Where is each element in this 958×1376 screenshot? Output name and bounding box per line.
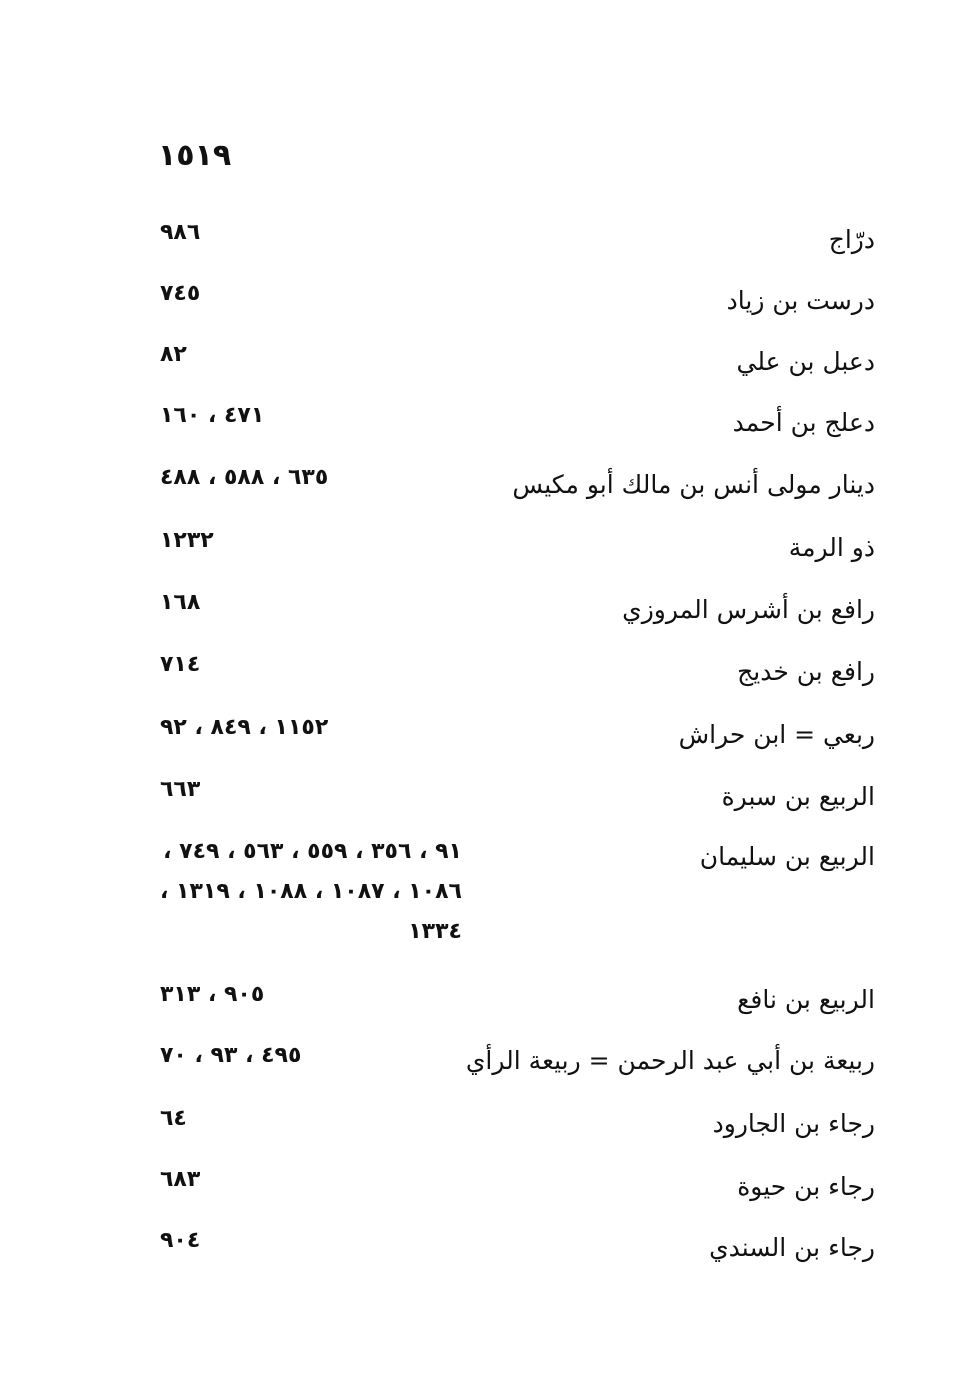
- entry-pages: [160, 975, 264, 1015]
- page-refs-line: ٨٢: [160, 342, 187, 367]
- page-refs-line: ١٦٨: [160, 590, 201, 615]
- entry-pages: [160, 645, 200, 685]
- entry-name: الربيع بن نافع: [737, 985, 875, 1014]
- page-refs-line: ٧٤٥: [160, 281, 201, 306]
- entry-name: رافع بن خديج: [737, 657, 875, 686]
- page-refs-line: ٩١ ، ٣٥٦ ، ٥٥٩ ، ٥٦٣ ، ٧٤٩ ،: [163, 839, 462, 864]
- entry-pages: [160, 708, 328, 748]
- entry-name: رافع بن أشرس المروزي: [622, 595, 875, 624]
- entry-name: الربيع بن سبرة: [721, 782, 875, 811]
- page-refs-line: ٩٠٥ ، ٣١٣: [160, 982, 265, 1007]
- entry-pages: [160, 770, 200, 810]
- page-refs-line: ٦٣٥ ، ٥٨٨ ، ٤٨٨: [160, 465, 329, 490]
- entry-name: ذو الرمة: [788, 533, 875, 562]
- entry-pages: [160, 1221, 200, 1261]
- entry-name: رجاء بن السندي: [709, 1233, 875, 1262]
- entry-pages: [160, 396, 264, 436]
- entry-pages: [160, 213, 200, 253]
- page-refs-line: ١٢٣٢: [160, 528, 214, 553]
- entry-pages: [160, 335, 187, 375]
- page-refs-line: ٧١٤: [160, 652, 201, 677]
- page-refs-line: ٦٤: [160, 1106, 187, 1131]
- page-refs-line: ٤٩٥ ، ٩٣ ، ٧٠: [160, 1043, 302, 1068]
- entry-name: الربيع بن سليمان: [699, 842, 875, 871]
- entry-pages: [160, 274, 200, 314]
- entry-name: درست بن زياد: [726, 286, 875, 315]
- entry-pages: [160, 521, 214, 561]
- entry-name: رجاء بن حيوة: [737, 1172, 875, 1201]
- entry-pages: [160, 1160, 200, 1200]
- page-refs-line: ٦٨٣: [160, 1167, 201, 1192]
- entry-name: ربيعة بن أبي عبد الرحمن = ربيعة الرأي: [465, 1046, 875, 1075]
- page-refs-line: ٩٠٤: [160, 1228, 201, 1253]
- entry-name: رجاء بن الجارود: [712, 1109, 875, 1138]
- entry-name: ربعي = ابن حراش: [678, 720, 875, 749]
- page-refs-line: ١٣٣٤: [408, 919, 462, 944]
- page-number: ١٥١٩: [158, 138, 232, 173]
- entry-pages: [160, 1099, 187, 1139]
- entry-pages: [160, 583, 200, 623]
- page-refs-line: ٤٧١ ، ١٦٠: [160, 403, 265, 428]
- entry-name: درّاج: [828, 225, 875, 254]
- entry-pages: [160, 832, 462, 952]
- entry-name: دعلج بن أحمد: [732, 408, 875, 437]
- page-refs-line: ٦٦٣: [160, 777, 201, 802]
- entry-name: دعبل بن علي: [736, 347, 875, 376]
- page-refs-line: ١٠٨٦ ، ١٠٨٧ ، ١٠٨٨ ، ١٣١٩ ،: [160, 879, 462, 904]
- page-refs-line: ٩٨٦: [160, 220, 201, 245]
- entry-pages: [160, 458, 328, 498]
- page-refs-line: ١١٥٢ ، ٨٤٩ ، ٩٢: [160, 715, 329, 740]
- entry-pages: [160, 1036, 301, 1076]
- entry-name: دينار مولى أنس بن مالك أبو مكيس: [512, 470, 875, 499]
